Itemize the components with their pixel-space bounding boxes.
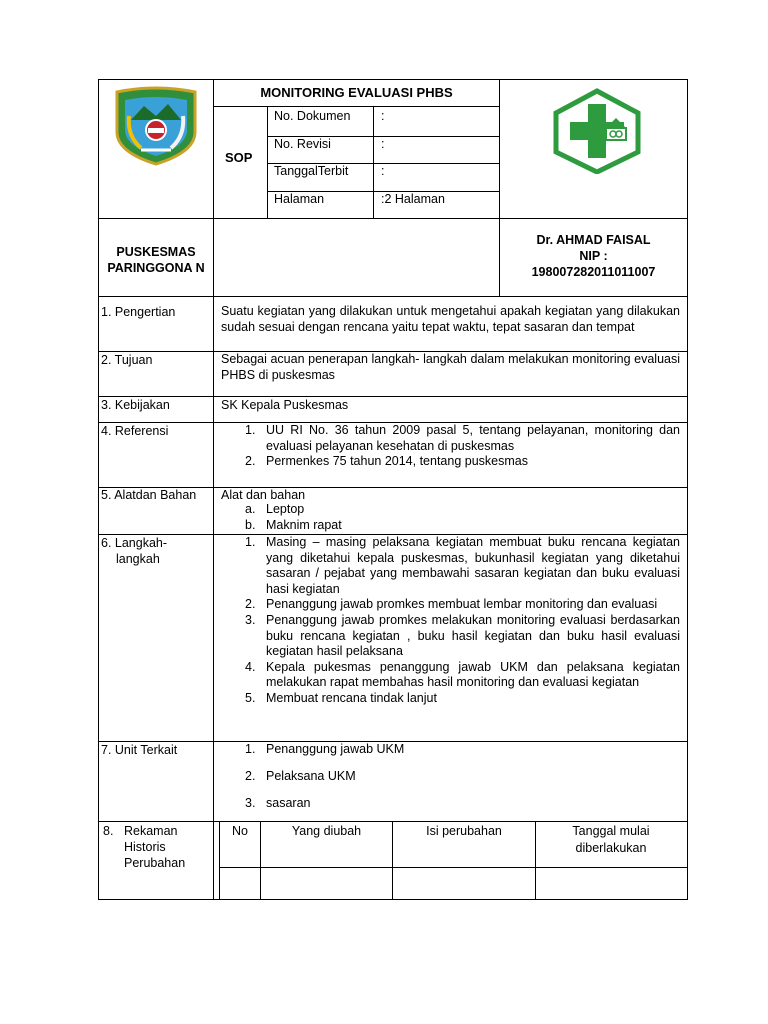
list-item: [221, 742, 680, 758]
emblem-shield-icon: [111, 86, 201, 166]
history-col-changed: Yang diubah: [291, 824, 362, 838]
row-label-pengertian: 1. Pengertian: [101, 305, 176, 319]
signatory-nip-label: NIP :: [579, 249, 608, 263]
alat-list: [221, 502, 680, 533]
list-item-text: Maknim rapat: [266, 517, 342, 532]
row-text-pengertian: Suatu kegiatan yang dilakukan untuk mengetahui apakah kegiatan yang dilakukan sudah sesuai dengan rencana yaitu tepat waktu, tepat sasaran dan tempat: [221, 304, 680, 334]
list-item-number: 3.: [245, 796, 256, 810]
list-item-letter: a.: [245, 502, 256, 516]
unit-item-3: [221, 796, 680, 812]
list-item-letter: b.: [245, 517, 256, 532]
unit-item-2: [221, 769, 680, 785]
field-label-tanggal: TanggalTerbit: [274, 164, 349, 178]
list-item-number: 4.: [245, 659, 256, 674]
field-label-halaman: Halaman: [274, 192, 325, 206]
row-label-rekaman-number: 8.: [103, 824, 114, 838]
row-text-kebijakan: SK Kepala Puskesmas: [221, 398, 349, 412]
history-col-no: No: [232, 824, 248, 838]
signatory-name: Dr. AHMAD FAISAL: [536, 233, 651, 247]
list-item: [221, 691, 680, 707]
list-item-number: 1.: [245, 423, 256, 437]
signatory-nip: 198007282011011007: [531, 265, 656, 279]
list-item-text: Permenkes 75 tahun 2014, tentang puskesmas: [266, 454, 528, 469]
alat-intro: Alat dan bahan: [221, 488, 306, 502]
field-value-revisi: :: [381, 137, 385, 151]
row-label-langkah-2: langkah: [116, 552, 160, 566]
history-col-date: Tanggal mulai diberlakukan: [572, 824, 650, 855]
list-item: [221, 518, 680, 534]
field-label-revisi: No. Revisi: [274, 137, 331, 151]
list-item: [221, 796, 680, 812]
field-value-tanggal: :: [381, 164, 385, 178]
row-label-alat: 5. Alatdan Bahan: [101, 488, 197, 502]
row-label-tujuan: 2. Tujuan: [101, 353, 153, 367]
list-item-text: sasaran: [266, 796, 311, 810]
list-item: [221, 660, 680, 691]
list-item-text: Membuat rencana tindak lanjut: [266, 690, 437, 705]
field-value-dokumen: :: [381, 109, 385, 123]
list-item: [221, 535, 680, 597]
list-item: [221, 423, 680, 454]
list-item-number: 5.: [245, 690, 256, 705]
list-item-text: UU RI No. 36 tahun 2009 pasal 5, tentang pelayanan, monitoring dan evaluasi pelayanan kesehatan di puskesmas: [266, 423, 680, 453]
list-item-number: 3.: [245, 612, 256, 627]
document-title: MONITORING EVALUASI PHBS: [260, 85, 453, 100]
unit-item-1: [221, 742, 680, 758]
list-item-number: 1.: [245, 535, 256, 549]
regional-emblem-logo: [111, 86, 201, 166]
referensi-list: [221, 423, 680, 470]
list-item-text: Leptop: [266, 502, 305, 516]
list-item: [221, 613, 680, 660]
field-label-dokumen: No. Dokumen: [274, 109, 351, 123]
field-value-halaman: :2 Halaman: [381, 192, 445, 206]
list-item-number: 1.: [245, 742, 256, 756]
list-item-text: Penanggung jawab UKM: [266, 742, 405, 756]
row-label-rekaman-1: Rekaman: [124, 824, 178, 838]
row-label-langkah-1: 6. Langkah-: [101, 536, 168, 550]
list-item: [221, 502, 680, 518]
list-item-number: 2.: [245, 597, 256, 612]
puskesmas-logo: [550, 88, 645, 174]
list-item-text: Penanggung jawab promkes membuat lembar monitoring dan evaluasi: [266, 597, 658, 612]
sop-label: SOP: [225, 150, 253, 165]
health-cross-icon: [550, 88, 645, 174]
list-item-text: Pelaksana UKM: [266, 769, 356, 783]
list-item-number: 2.: [245, 454, 256, 469]
row-label-referensi: 4. Referensi: [101, 424, 169, 438]
list-item: [221, 454, 680, 470]
list-item: [221, 597, 680, 613]
history-col-content: Isi perubahan: [426, 824, 502, 838]
langkah-list: [221, 535, 680, 707]
row-label-unit: 7. Unit Terkait: [101, 743, 178, 757]
list-item-number: 2.: [245, 769, 256, 783]
row-label-rekaman-2: Historis: [124, 840, 166, 854]
list-item-text: Kepala pukesmas penanggung jawab UKM dan pelaksana kegiatan melakukan rapat membahas hasil monitoring dan evaluasi kegiatan: [266, 659, 680, 690]
row-label-kebijakan: 3. Kebijakan: [101, 398, 170, 412]
list-item-text: Masing – masing pelaksana kegiatan membuat buku rencana kegiatan yang diketahui kepala puskesmas, bukunhasil kegiatan yang diketahui sasaran / pejabat yang membawahi sasaran kegiatan dan buku evaluasi hasi kegiatan: [266, 535, 680, 596]
row-label-rekaman-3: Perubahan: [124, 856, 186, 870]
org-name: PUSKESMAS PARINGGONA N: [107, 245, 205, 275]
list-item-text: Penanggung jawab promkes melakukan monitoring evaluasi berdasarkan buku rencana kegiatan , buku hasil kegiatan dan buku hasil evaluasi kegiatan hasil pelaksana: [266, 612, 680, 659]
list-item: [221, 769, 680, 785]
row-text-tujuan: Sebagai acuan penerapan langkah- langkah dalam melakukan monitoring evaluasi PHBS di puskesmas: [221, 352, 680, 382]
